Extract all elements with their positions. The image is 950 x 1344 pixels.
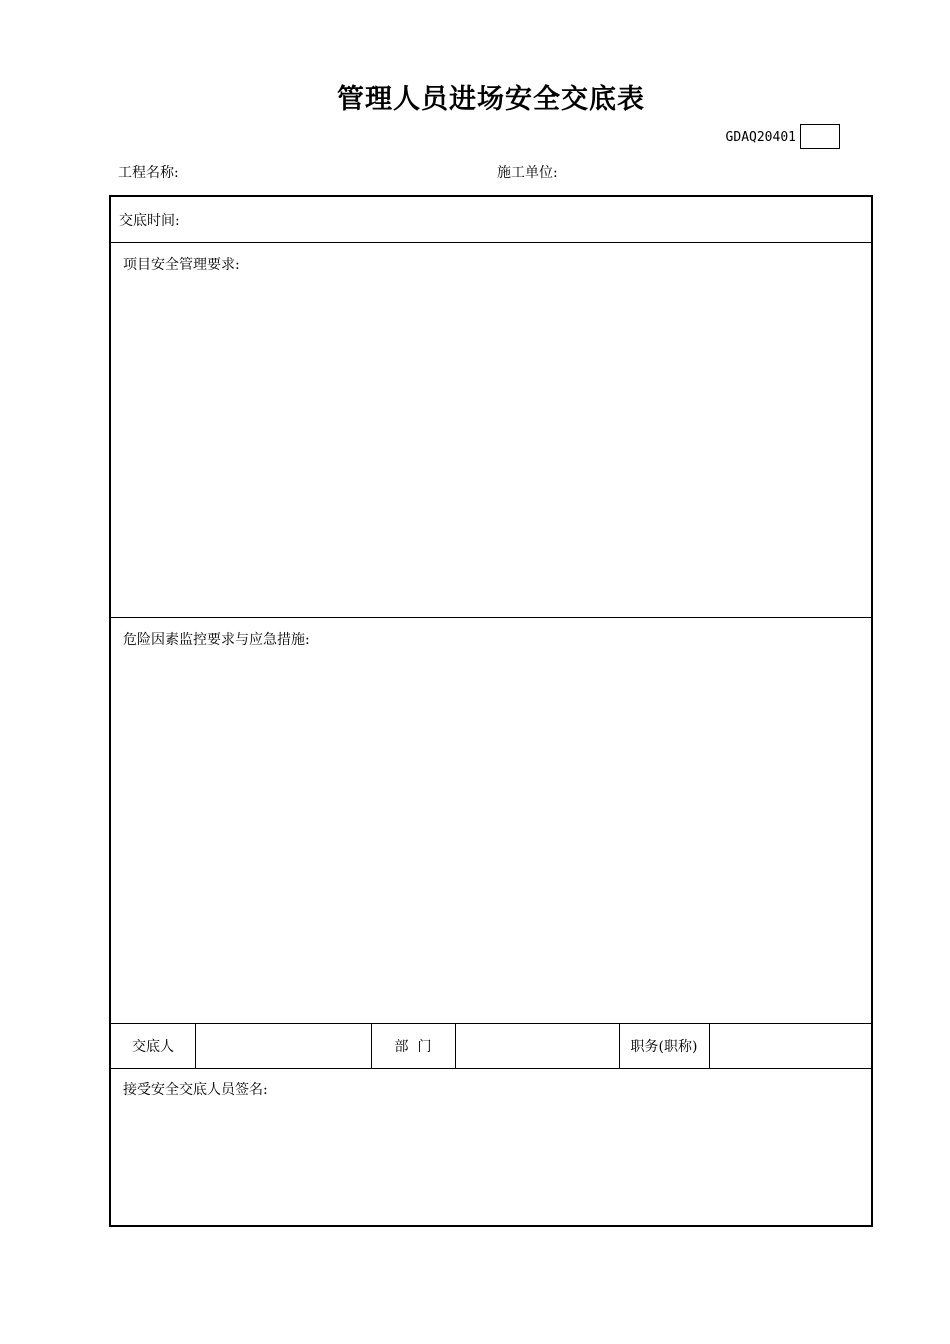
- construction-unit-label: 施工单位:: [497, 165, 558, 181]
- department-label: 部 门: [394, 1039, 432, 1055]
- column-divider: [709, 1023, 710, 1068]
- briefing-time-field[interactable]: [201, 199, 861, 239]
- form-number-field[interactable]: [800, 124, 840, 149]
- recipients-signature-label: 接受安全交底人员签名:: [123, 1082, 268, 1098]
- row-divider: [111, 242, 871, 243]
- hazard-monitoring-label: 危险因素监控要求与应急措施:: [123, 632, 310, 648]
- hazard-monitoring-field[interactable]: [115, 655, 863, 1017]
- project-name-label: 工程名称:: [118, 165, 179, 181]
- row-divider: [111, 617, 871, 618]
- column-divider: [455, 1023, 456, 1068]
- briefer-label: 交底人: [132, 1039, 174, 1055]
- project-safety-requirements-field[interactable]: [115, 279, 863, 611]
- form-code: GDAQ20401: [725, 130, 796, 145]
- briefer-field[interactable]: [197, 1025, 371, 1067]
- department-field[interactable]: [457, 1025, 619, 1067]
- project-safety-requirements-label: 项目安全管理要求:: [123, 257, 240, 273]
- briefing-form-table: [109, 195, 873, 1227]
- position-label: 职务(职称): [630, 1039, 698, 1055]
- row-divider: [111, 1068, 871, 1069]
- form-title: 管理人员进场安全交底表: [337, 84, 645, 115]
- recipients-signature-field[interactable]: [115, 1105, 863, 1217]
- briefing-time-label: 交底时间:: [119, 213, 180, 229]
- row-divider: [111, 1023, 871, 1024]
- position-field[interactable]: [711, 1025, 863, 1067]
- column-divider: [195, 1023, 196, 1068]
